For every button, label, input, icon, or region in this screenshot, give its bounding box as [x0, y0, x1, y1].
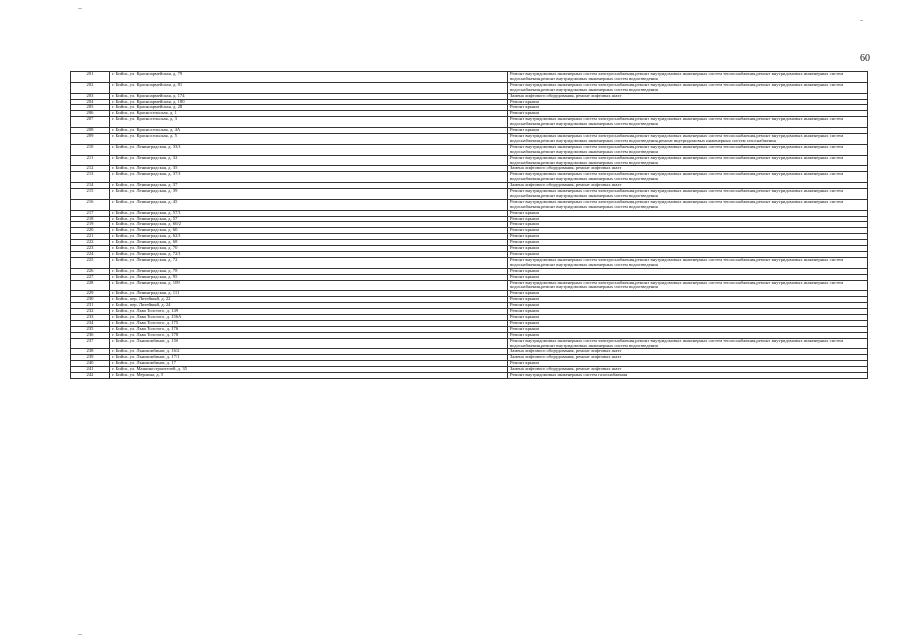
table-row [71, 133, 868, 144]
row-number: 241 [71, 367, 110, 373]
table-row [71, 82, 868, 93]
row-work-type: Ремонт крыши [508, 246, 868, 252]
row-address: г. Бийск, ул. Красносельская, д. 5 [110, 133, 508, 144]
row-number: 212 [71, 166, 110, 172]
row-number: 217 [71, 210, 110, 216]
row-number: 211 [71, 155, 110, 166]
scan-mark [78, 634, 82, 635]
row-address: г. Бийск, пер. Литейный, д. 24 [110, 303, 508, 309]
row-work-type: Замена лифтового оборудования, ремонт лифтовых шахт [508, 166, 868, 172]
row-work-type: Ремонт крыши [508, 210, 868, 216]
row-address: г. Бийск, ул. Ленинградская, д. 45 [110, 199, 508, 210]
row-work-type: Ремонт крыши [508, 128, 868, 134]
row-number: 207 [71, 117, 110, 128]
row-address: г. Бийск, ул. Ленинградская, д. 78 [110, 268, 508, 274]
row-work-type: Ремонт крыши [508, 222, 868, 228]
row-work-type: Ремонт крыши [508, 228, 868, 234]
row-number: 230 [71, 297, 110, 303]
row-address: г. Бийск, ул. Ленинградская, д. 95 [110, 274, 508, 280]
row-number: 206 [71, 111, 110, 117]
table-row [71, 155, 868, 166]
row-work-type: Замена лифтового оборудования, ремонт лифтовых шахт [508, 349, 868, 355]
row-work-type: Замена лифтового оборудования, ремонт лифтовых шахт [508, 367, 868, 373]
row-address: г. Бийск, ул. Ленинградская, д. 72/1 [110, 252, 508, 258]
row-address: г. Бийск, ул. Ленинградская, д. 62/1 [110, 234, 508, 240]
row-number: 234 [71, 320, 110, 326]
row-address: г. Бийск, ул. Льнокомбинат, д. 17 [110, 361, 508, 367]
row-address: г. Бийск, ул. Красносельская, д. 4А [110, 128, 508, 134]
row-work-type: Ремонт крыши [508, 240, 868, 246]
row-work-type: Ремонт крыши [508, 274, 868, 280]
row-work-type: Ремонт крыши [508, 303, 868, 309]
row-number: 224 [71, 252, 110, 258]
row-number: 229 [71, 291, 110, 297]
row-number: 209 [71, 133, 110, 144]
row-address: г. Бийск, ул. Ленинградская, д. 60 [110, 228, 508, 234]
row-work-type: Замена лифтового оборудования, ремонт лифтовых шахт [508, 183, 868, 189]
row-number: 236 [71, 332, 110, 338]
row-number: 239 [71, 355, 110, 361]
row-address: г. Бийск, ул. Ленинградская, д. 60/2 [110, 222, 508, 228]
row-work-type: Замена лифтового оборудования, ремонт лифтовых шахт [508, 93, 868, 99]
row-work-type: Ремонт внутридомовых инженерных систем электроснабжения,ремонт внутридомовых инженерных систем теплоснабжения,ремонт внутридомовых инженерных систем водоснабжения,ремонт внутридомовых инженерных систем водоотведения [508, 144, 868, 155]
row-address: г. Бийск, ул. Льва Толстого, д. 178 [110, 332, 508, 338]
row-work-type: Ремонт крыши [508, 361, 868, 367]
row-address: г. Бийск, ул. Красноармейская, д. 28 [110, 105, 508, 111]
row-work-type: Ремонт крыши [508, 309, 868, 315]
row-number: 218 [71, 216, 110, 222]
row-number: 210 [71, 144, 110, 155]
row-address: г. Бийск, ул. Льва Толстого, д. 176 [110, 326, 508, 332]
table-body [71, 72, 868, 379]
row-number: 225 [71, 257, 110, 268]
table-row [71, 338, 868, 349]
row-address: г. Бийск, ул. Ленинградская, д. 37 [110, 183, 508, 189]
table-row [71, 189, 868, 200]
row-work-type: Замена лифтового оборудования, ремонт лифтовых шахт [508, 355, 868, 361]
row-work-type: Ремонт крыши [508, 252, 868, 258]
row-work-type: Ремонт внутридомовых инженерных систем электроснабжения,ремонт внутридомовых инженерных систем теплоснабжения,ремонт внутридомовых инженерных систем водоснабжения,ремонт внутридомовых инженерных систем водоотведения [508, 257, 868, 268]
row-number: 237 [71, 338, 110, 349]
row-work-type: Ремонт внутридомовых инженерных систем электроснабжения,ремонт внутридомовых инженерных систем теплоснабжения,ремонт внутридомовых инженерных систем водоснабжения,ремонт внутридомовых инженерных систем водоотведения [508, 338, 868, 349]
row-address: г. Бийск, ул. Ленинградская, д. 57/1 [110, 210, 508, 216]
row-address: г. Бийск, ул. Красноармейская, д. 174 [110, 93, 508, 99]
row-address: г. Бийск, ул. Ленинградская, д. 32 [110, 155, 508, 166]
row-work-type: Ремонт крыши [508, 291, 868, 297]
row-address: г. Бийск, ул. Ленинградская, д. 68 [110, 240, 508, 246]
row-number: 201 [71, 72, 110, 83]
row-number: 235 [71, 326, 110, 332]
row-number: 222 [71, 240, 110, 246]
row-number: 213 [71, 172, 110, 183]
row-work-type: Ремонт крыши [508, 99, 868, 105]
row-work-type: Ремонт внутридомовых инженерных систем электроснабжения,ремонт внутридомовых инженерных систем теплоснабжения,ремонт внутридомовых инженерных систем водоснабжения,ремонт внутридомовых инженерных систем водоотведения [508, 82, 868, 93]
row-work-type: Ремонт крыши [508, 326, 868, 332]
row-address: г. Бийск, ул. Красноармейская, д. 180 [110, 99, 508, 105]
row-number: 232 [71, 309, 110, 315]
row-address: г. Бийск, ул. Красносельская, д. 3 [110, 117, 508, 128]
row-number: 227 [71, 274, 110, 280]
row-work-type: Ремонт крыши [508, 216, 868, 222]
row-address: г. Бийск, ул. Льва Толстого, д. 175 [110, 320, 508, 326]
row-address: г. Бийск, ул. Ленинградская, д. 39 [110, 189, 508, 200]
row-number: 214 [71, 183, 110, 189]
row-number: 205 [71, 105, 110, 111]
row-number: 242 [71, 373, 110, 379]
page-number: 60 [860, 53, 870, 64]
row-number: 231 [71, 303, 110, 309]
row-address: г. Бийск, ул. Ленинградская, д. 70 [110, 246, 508, 252]
row-work-type: Ремонт внутридомовых инженерных систем электроснабжения,ремонт внутридомовых инженерных систем теплоснабжения,ремонт внутридомовых инженерных систем водоснабжения,ремонт внутридомовых инженерных систем водоотведения [508, 280, 868, 291]
row-number: 202 [71, 82, 110, 93]
row-address: г. Бийск, ул. Льва Толстого, д. 149 [110, 309, 508, 315]
row-work-type: Ремонт внутридомовых инженерных систем электроснабжения,ремонт внутридомовых инженерных систем теплоснабжения,ремонт внутридомовых инженерных систем водоснабжения,ремонт внутридомовых инженерных систем водоотведения [508, 189, 868, 200]
row-work-type: Ремонт внутридомовых инженерных систем электроснабжения,ремонт внутридомовых инженерных систем теплоснабжения,ремонт внутридомовых инженерных систем водоснабжения,ремонт внутридомовых инженерных систем водоотведения,ремонт внутридомовых инженерных систем газоснабжения [508, 133, 868, 144]
row-address: г. Бийск, ул. Машиностроителей, д. 35 [110, 367, 508, 373]
row-work-type: Ремонт крыши [508, 332, 868, 338]
row-work-type: Ремонт крыши [508, 234, 868, 240]
table-row [71, 373, 868, 379]
row-work-type: Ремонт внутридомовых инженерных систем электроснабжения,ремонт внутридомовых инженерных систем теплоснабжения,ремонт внутридомовых инженерных систем водоснабжения,ремонт внутридомовых инженерных систем водоотведения [508, 117, 868, 128]
row-number: 204 [71, 99, 110, 105]
row-number: 220 [71, 228, 110, 234]
row-work-type: Ремонт внутридомовых инженерных систем электроснабжения,ремонт внутридомовых инженерных систем теплоснабжения,ремонт внутридомовых инженерных систем водоснабжения,ремонт внутридомовых инженерных систем водоотведения [508, 199, 868, 210]
row-address: г. Бийск, ул. Льнокомбинат, д. 16/2 [110, 349, 508, 355]
table-row [71, 117, 868, 128]
row-number: 226 [71, 268, 110, 274]
row-work-type: Ремонт крыши [508, 320, 868, 326]
scan-mark [860, 20, 863, 21]
table-row [71, 144, 868, 155]
row-address: г. Бийск, ул. Ленинградская, д. 57 [110, 216, 508, 222]
table-row [71, 72, 868, 83]
row-number: 221 [71, 234, 110, 240]
row-work-type: Ремонт крыши [508, 105, 868, 111]
row-address: г. Бийск, ул. Льва Толстого, д. 156А [110, 314, 508, 320]
row-number: 219 [71, 222, 110, 228]
row-number: 233 [71, 314, 110, 320]
row-work-type: Ремонт крыши [508, 297, 868, 303]
table-row [71, 257, 868, 268]
row-address: г. Бийск, ул. Льнокомбинат, д. 17/1 [110, 355, 508, 361]
row-address: г. Бийск, ул. Ленинградская, д. 33/1 [110, 144, 508, 155]
row-address: г. Бийск, пер. Литейный, д. 22 [110, 297, 508, 303]
row-number: 215 [71, 189, 110, 200]
row-work-type: Ремонт внутридомовых инженерных систем газоснабжения [508, 373, 868, 379]
row-number: 240 [71, 361, 110, 367]
row-work-type: Ремонт крыши [508, 268, 868, 274]
row-address: г. Бийск, ул. Мерлина, д. 5 [110, 373, 508, 379]
row-work-type: Ремонт внутридомовых инженерных систем электроснабжения,ремонт внутридомовых инженерных систем теплоснабжения,ремонт внутридомовых инженерных систем водоснабжения,ремонт внутридомовых инженерных систем водоотведения [508, 72, 868, 83]
scan-mark [78, 8, 82, 9]
row-number: 216 [71, 199, 110, 210]
row-address: г. Бийск, ул. Красноармейская, д. 79 [110, 72, 508, 83]
row-work-type: Ремонт внутридомовых инженерных систем электроснабжения,ремонт внутридомовых инженерных систем теплоснабжения,ремонт внутридомовых инженерных систем водоснабжения,ремонт внутридомовых инженерных систем водоотведения [508, 172, 868, 183]
row-number: 208 [71, 128, 110, 134]
row-address: г. Бийск, ул. Ленинградская, д. 72 [110, 257, 508, 268]
works-table [70, 71, 868, 379]
row-address: г. Бийск, ул. Ленинградская, д. 37/1 [110, 172, 508, 183]
row-address: г. Бийск, ул. Ленинградская, д. 35 [110, 166, 508, 172]
row-address: г. Бийск, ул. Красноармейская, д. 81 [110, 82, 508, 93]
row-work-type: Ремонт крыши [508, 111, 868, 117]
row-address: г. Бийск, ул. Ленинградская, д. 109 [110, 280, 508, 291]
table-row [71, 280, 868, 291]
row-number: 223 [71, 246, 110, 252]
table-row [71, 172, 868, 183]
row-work-type: Ремонт крыши [508, 314, 868, 320]
row-number: 238 [71, 349, 110, 355]
row-work-type: Ремонт внутридомовых инженерных систем электроснабжения,ремонт внутридомовых инженерных систем теплоснабжения,ремонт внутридомовых инженерных систем водоснабжения,ремонт внутридомовых инженерных систем водоотведения [508, 155, 868, 166]
row-number: 228 [71, 280, 110, 291]
table-row [71, 199, 868, 210]
row-address: г. Бийск, ул. Красносельская, д. 1 [110, 111, 508, 117]
row-address: г. Бийск, ул. Ленинградская, д. 111 [110, 291, 508, 297]
row-address: г. Бийск, ул. Льнокомбинат, д. 15б [110, 338, 508, 349]
row-number: 203 [71, 93, 110, 99]
